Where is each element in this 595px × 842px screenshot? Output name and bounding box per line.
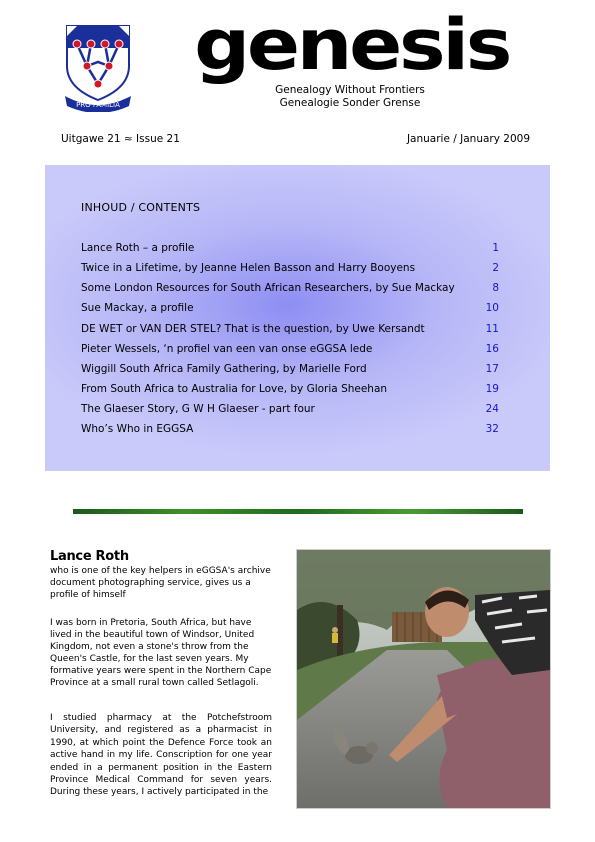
article-heading: Lance Roth: [50, 549, 129, 564]
contents-item[interactable]: [81, 280, 499, 296]
contents-item[interactable]: [81, 361, 499, 377]
contents-item[interactable]: [81, 260, 499, 276]
contents-item[interactable]: [81, 321, 499, 337]
issue-date: Januarie / January 2009: [406, 133, 530, 145]
contents-item-title: DE WET or VAN DER STEL? That is the question, by Uwe Kersandt: [81, 323, 425, 335]
contents-item-title: Twice in a Lifetime, by Jeanne Helen Basson and Harry Booyens: [81, 262, 416, 274]
contents-item-page: 17: [485, 363, 499, 375]
contents-heading: INHOUD / CONTENTS: [81, 201, 201, 214]
contents-item-title: Who’s Who in EGGSA: [81, 423, 194, 435]
contents-item-page: 2: [492, 262, 499, 274]
contents-item[interactable]: [81, 240, 499, 256]
tagline-english: Genealogy Without Frontiers: [275, 84, 425, 96]
contents-item-title: Wiggill South Africa Family Gathering, by Marielle Ford: [81, 363, 367, 375]
contents-item-title: The Glaeser Story, G W H Glaeser - part four: [81, 403, 315, 415]
contents-item-title: From South Africa to Australia for Love, by Gloria Sheehan: [81, 383, 388, 395]
article-photo: [296, 549, 551, 809]
contents-item-page: 19: [485, 383, 499, 395]
contents-item-page: 8: [492, 282, 499, 294]
contents-item-page: 24: [485, 403, 499, 415]
contents-item-title: Pieter Wessels, ‘n profiel van een van onse eGGSA lede: [81, 343, 373, 355]
contents-item-page: 16: [485, 343, 499, 355]
contents-item-page: 11: [485, 323, 499, 335]
contents-item[interactable]: [81, 300, 499, 316]
section-divider: [73, 509, 523, 514]
article-paragraph: I was born in Pretoria, South Africa, but have lived in the beautiful town of Windsor, United Kingdom, not even a stone's throw from the Queen's Castle, for the last seven years. My formative years were spent in the Northern Cape Province at a small rural town called Setlagoli.: [50, 618, 272, 688]
family-crest-logo: [63, 22, 133, 112]
contents-item-title: Lance Roth – a profile: [81, 242, 195, 254]
contents-item[interactable]: [81, 421, 499, 437]
contents-item[interactable]: [81, 381, 499, 397]
article-paragraph: I studied pharmacy at the Potchefstroom University, and registered as a pharmacist in 1990, at which point the Defence Force took an active hand in my life. Conscription for one year ended in a permanent position in the Eastern Province Medical Command for seven years. During these years, I actively participated in the: [50, 713, 272, 798]
contents-item[interactable]: [81, 401, 499, 417]
contents-item-title: Some London Resources for South African Researchers, by Sue Mackay: [81, 282, 455, 294]
contents-item-page: 32: [485, 423, 499, 435]
tagline-afrikaans: Genealogie Sonder Grense: [279, 97, 421, 109]
issue-number: Uitgawe 21 ≈ Issue 21: [61, 133, 180, 145]
article-subheading: who is one of the key helpers in eGGSA's archive document photographing service, gives us a profile of himself: [50, 566, 271, 600]
masthead-title: genesis: [194, 4, 510, 86]
contents-item-page: 1: [492, 242, 499, 254]
contents-item[interactable]: [81, 341, 499, 357]
contents-item-page: 10: [485, 302, 499, 314]
crest-motto: PRO FAMILIA: [76, 101, 120, 109]
contents-item-title: Sue Mackay, a profile: [81, 302, 194, 314]
